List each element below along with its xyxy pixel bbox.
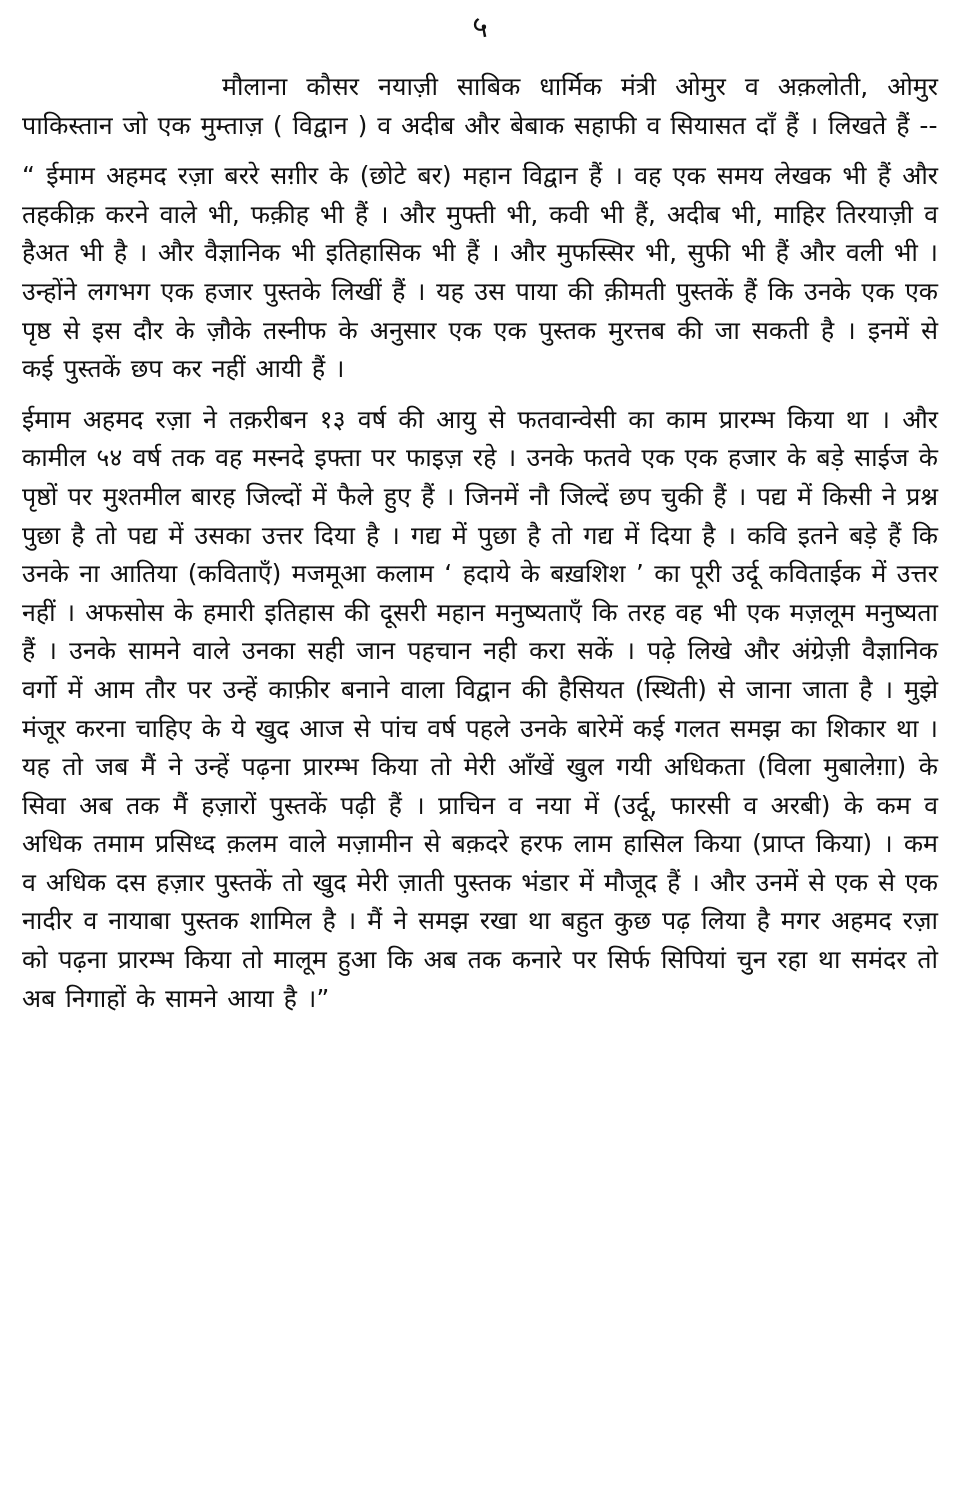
quote-paragraph-2: ईमाम अहमद रज़ा ने तक़रीबन १३ वर्ष की आयु से फतवान्वेसी का काम प्रारम्भ किया था । और कामील ५४ वर्ष तक वह मस्नदे इफ्ता पर फाइज़ रहे । उनके फतवे एक एक हजार के बड़े साईज के पृष्ठों पर मुश्तमील बारह जिल्दों में फैले हुए हैं । जिनमें नौ जिल्दें छप चुकी हैं । पद्य में किसी ने प्रश्न पुछा है तो पद्य में उसका उत्तर दिया है । गद्य में पुछा है तो गद्य में दिया है । कवि इतने बड़े हैं कि उनके ना आतिया (कविताएँ) मजमूआ कलाम ‘ हदाये के बख़शिश ’ का पूरी उर्दू कविताईक में उत्तर नहीं । अफसोस के हमारी इतिहास की दूसरी महान मनुष्यताएँ कि तरह वह भी एक मज़लूम मनुष्यता हैं । उनके सामने वाले उनका सही जान पहचान नही करा सकें । पढ़े लिखे और अंग्रेज़ी वैज्ञानिक वर्गो में आम तौर पर उन्हें काफ़ीर बनाने वाला विद्वान की हैसियत (स्थिती) से जाना जाता है । मुझे मंजूर करना चाहिए के ये खुद आज से पांच वर्ष पहले उनके बारेमें कई गलत समझ का शिकार था । यह तो जब मैं ने उन्हें पढ़ना प्रारम्भ किया तो मेरी आँखें खुल गयी अधिकता (विला मुबालेग़ा) के सिवा अब तक मैं हज़ारों पुस्तकें पढ़ी हैं । प्राचिन व नया में (उर्दू, फारसी व अरबी) के कम व अधिक तमाम प्रसिध्द क़लम वाले मज़ामीन से बक़दरे हरफ लाम हासिल किया (प्राप्त किया) । कम व अधिक दस हज़ार पुस्तकें तो खुद मेरी ज़ाती पुस्तक भंडार में मौजूद हैं । और उनमें से एक से एक नादीर व नायाबा पुस्तक शामिल है । मैं ने समझ रखा था बहुत कुछ पढ़ लिया है मगर अहमद रज़ा को पढ़ना प्रारम्भ किया तो मालूम हुआ कि अब तक कनारे पर सिर्फ सिपियां चुन रहा था समंदर तो अब निगाहों के सामने आया है ।” (22, 404, 938, 1013)
quote-paragraph-1: “ ईमाम अहमद रज़ा बररे सग़ीर के (छोटे बर) महान विद्वान हैं । वह एक समय लेखक भी हैं और तहकीक़ करने वाले भी, फक़ीह भी हैं । और मुफ्ती भी, कवी भी हैं, अदीब भी, माहिर तिरयाज़ी व हैअत भी है । और वैज्ञानिक भी इतिहासिक भी हैं । और मुफस्सिर भी, सुफी भी हैं और वली भी । उन्होंने लगभग एक हजार पुस्तके लिखीं हैं । यह उस पाया की क़ीमती पुस्तकें हैं कि उनके एक एक पृष्ठ से इस दौर के ज़ौके तस्नीफ के अनुसार एक एक पुस्तक मुरत्तब की जा सकती है । इनमें से कई पुस्तकें छप कर नहीं आयी हैं । (22, 161, 938, 384)
intro-paragraph: मौलाना कौसर नयाज़ी साबिक धार्मिक मंत्री ओमुर व अक़लोती, ओमुर पाकिस्तान जो एक मुम्ताज़ ( विद्वान ) व अदीब और बेबाक सहाफी व सियासत दाँ हैं । लिखते हैं -- (22, 72, 938, 140)
page-number: ५ (472, 10, 488, 45)
